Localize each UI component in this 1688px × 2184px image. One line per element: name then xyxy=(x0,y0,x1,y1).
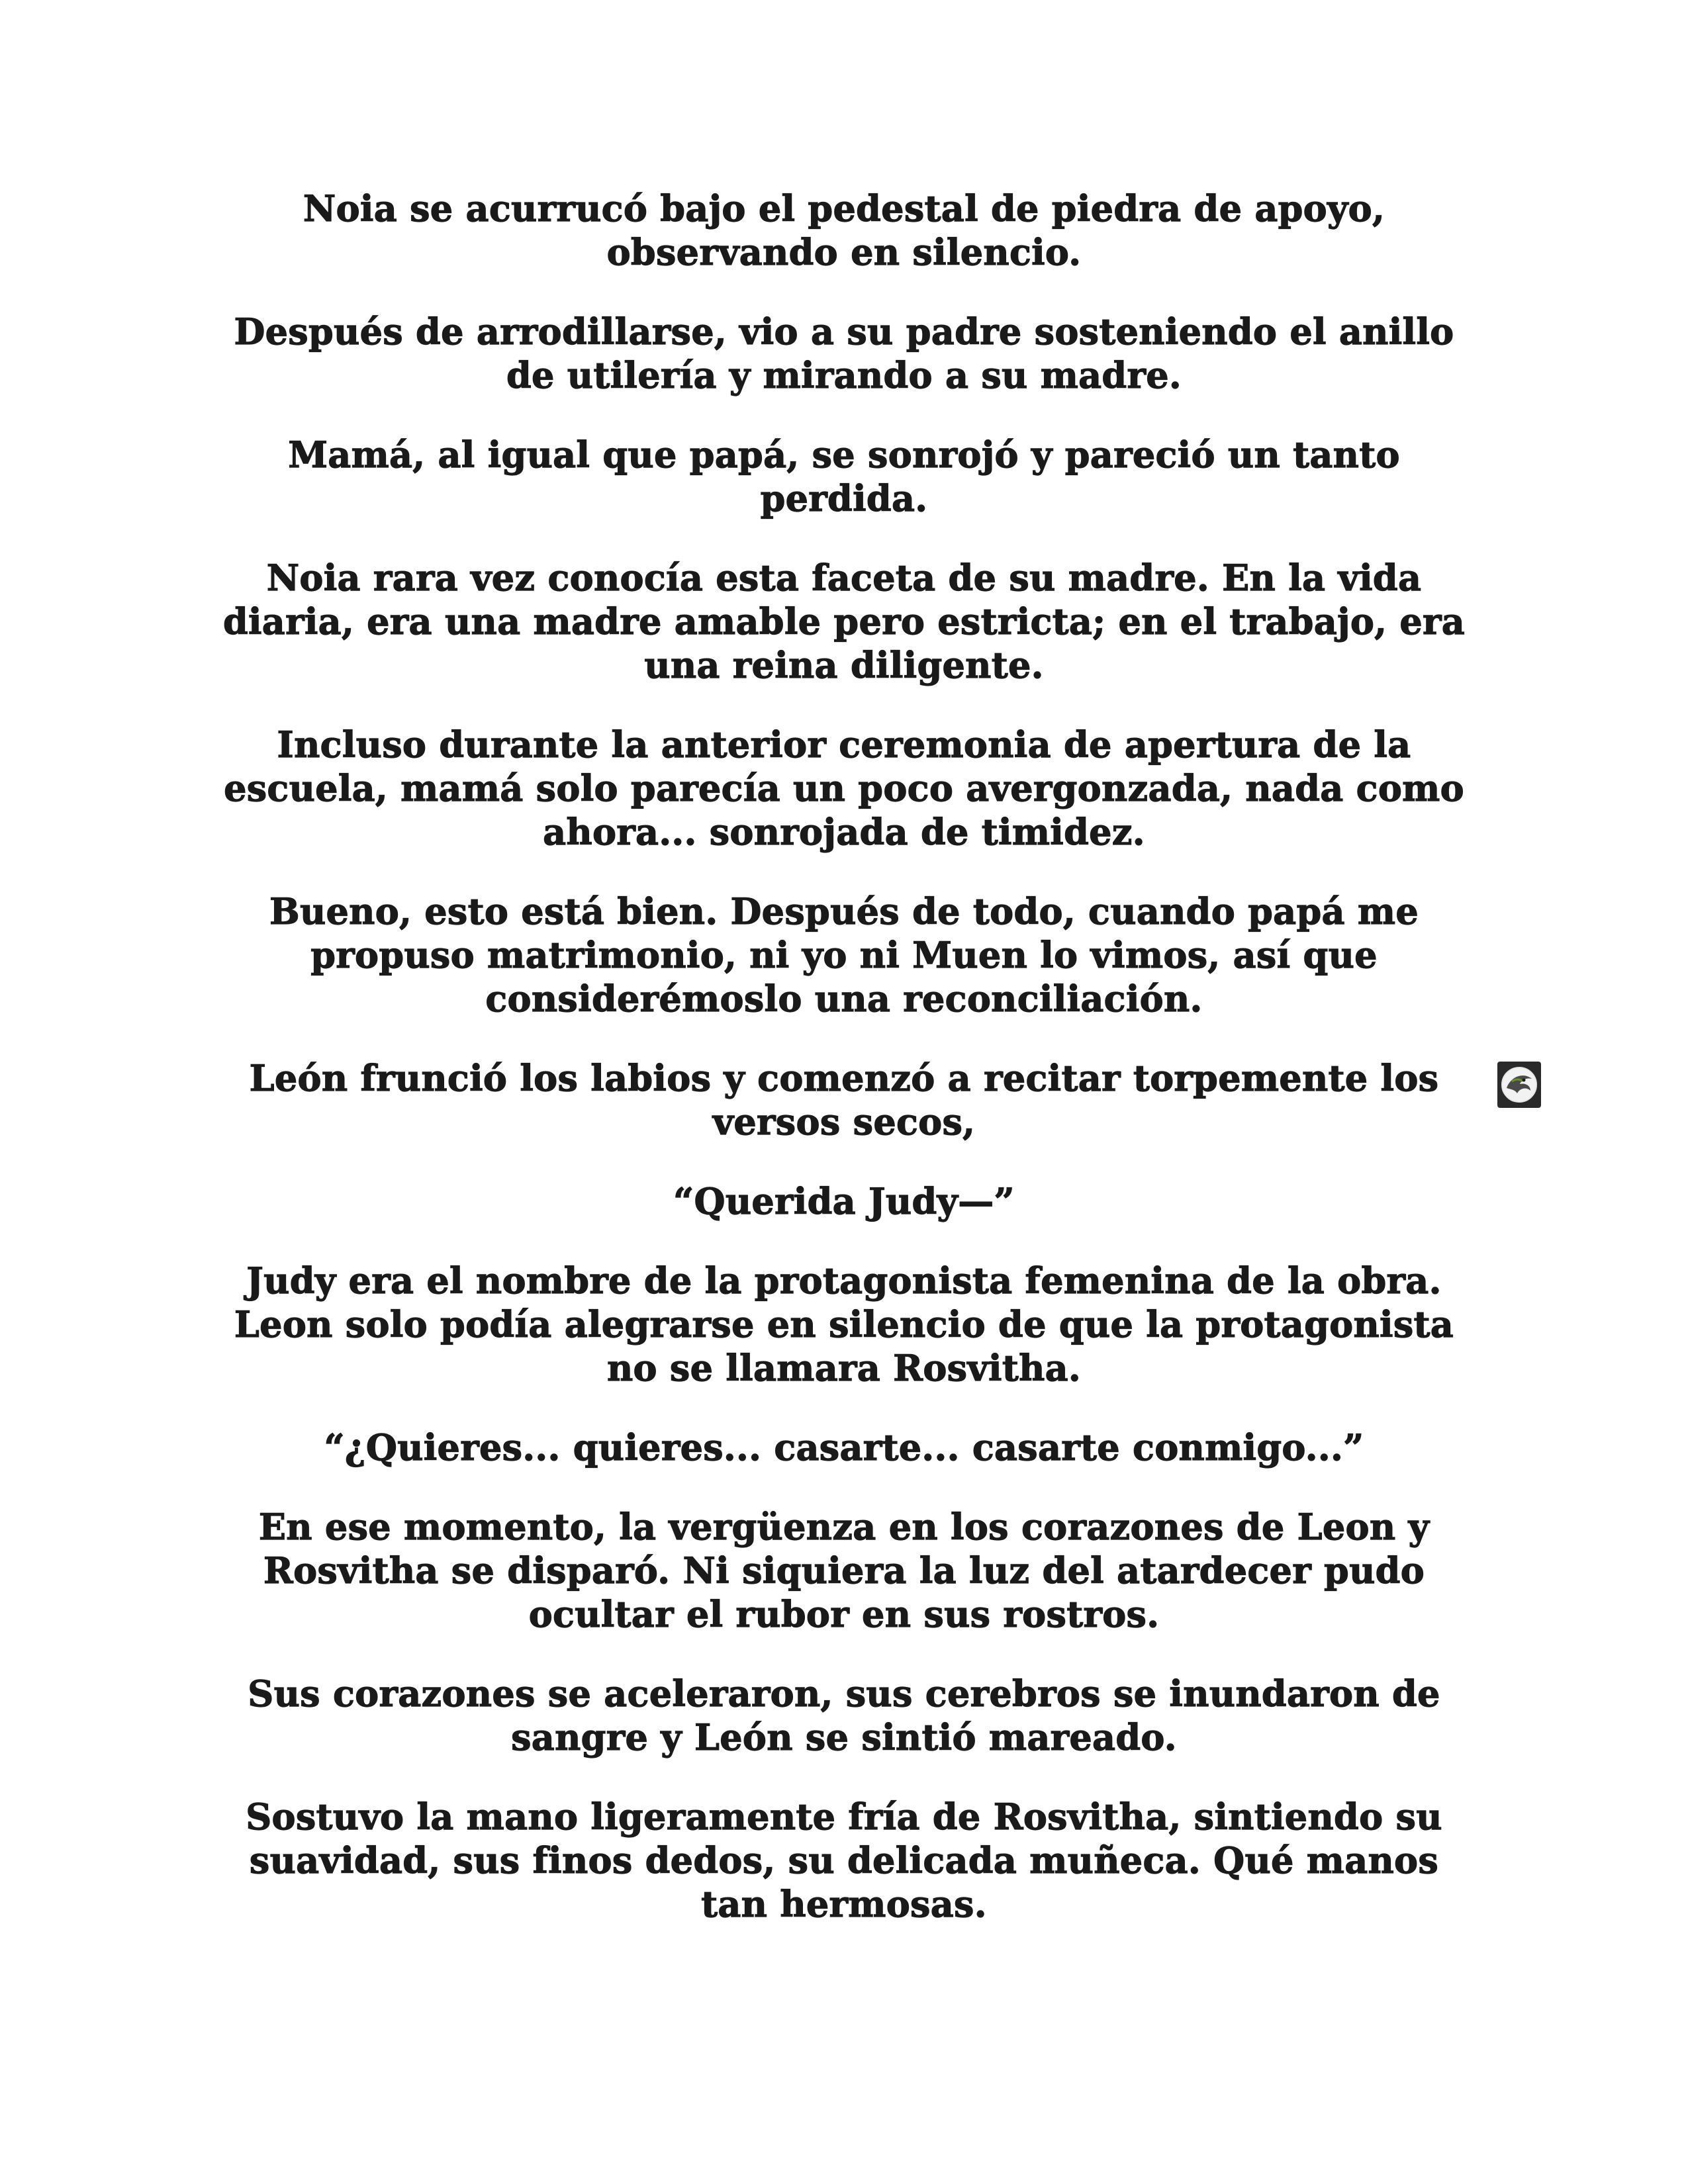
paragraph: Noia se acurrucó bajo el pedestal de piedra de apoyo, observando en silencio. xyxy=(303,187,1385,273)
paragraph: “Querida Judy—” xyxy=(673,1180,1015,1222)
dragon-emblem-icon xyxy=(1497,1062,1541,1108)
paragraph: Incluso durante la anterior ceremonia de apertura de la escuela, mamá solo parecía un poco avergonzada, nada como ahora... sonrojada de timidez. xyxy=(224,723,1464,853)
paragraph: Judy era el nombre de la protagonista femenina de la obra. Leon solo podía alegrarse en silencio de que la protagonista no se llamara Rosvitha. xyxy=(234,1259,1454,1389)
story-text xyxy=(218,187,1470,1962)
paragraph: Sostuvo la mano ligeramente fría de Rosvitha, sintiendo su suavidad, sus finos dedos, su delicada muñeca. Qué manos tan hermosas. xyxy=(246,1796,1442,1925)
paragraph: León frunció los labios y comenzó a recitar torpemente los versos secos, xyxy=(249,1057,1439,1143)
paragraph: Mamá, al igual que papá, se sonrojó y pareció un tanto perdida. xyxy=(288,433,1400,520)
paragraph: Después de arrodillarse, vio a su padre sosteniendo el anillo de utilería y mirando a su madre. xyxy=(234,310,1454,396)
paragraph: Bueno, esto está bien. Después de todo, cuando papá me propuso matrimonio, ni yo ni Muen lo vimos, así que considerémoslo una reconciliación. xyxy=(269,890,1419,1020)
paragraph: Sus corazones se aceleraron, sus cerebros se inundaron de sangre y León se sintió mareado. xyxy=(248,1672,1440,1758)
paragraph: Noia rara vez conocía esta faceta de su madre. En la vida diaria, era una madre amable pero estricta; en el trabajo, era una reina diligente. xyxy=(222,557,1466,686)
paragraph: “¿Quieres... quieres... casarte... casarte conmigo...” xyxy=(324,1426,1364,1469)
paragraph: En ese momento, la vergüenza en los corazones de Leon y Rosvitha se disparó. Ni siquiera la luz del atardecer pudo ocultar el rubor en sus rostros. xyxy=(258,1506,1430,1635)
